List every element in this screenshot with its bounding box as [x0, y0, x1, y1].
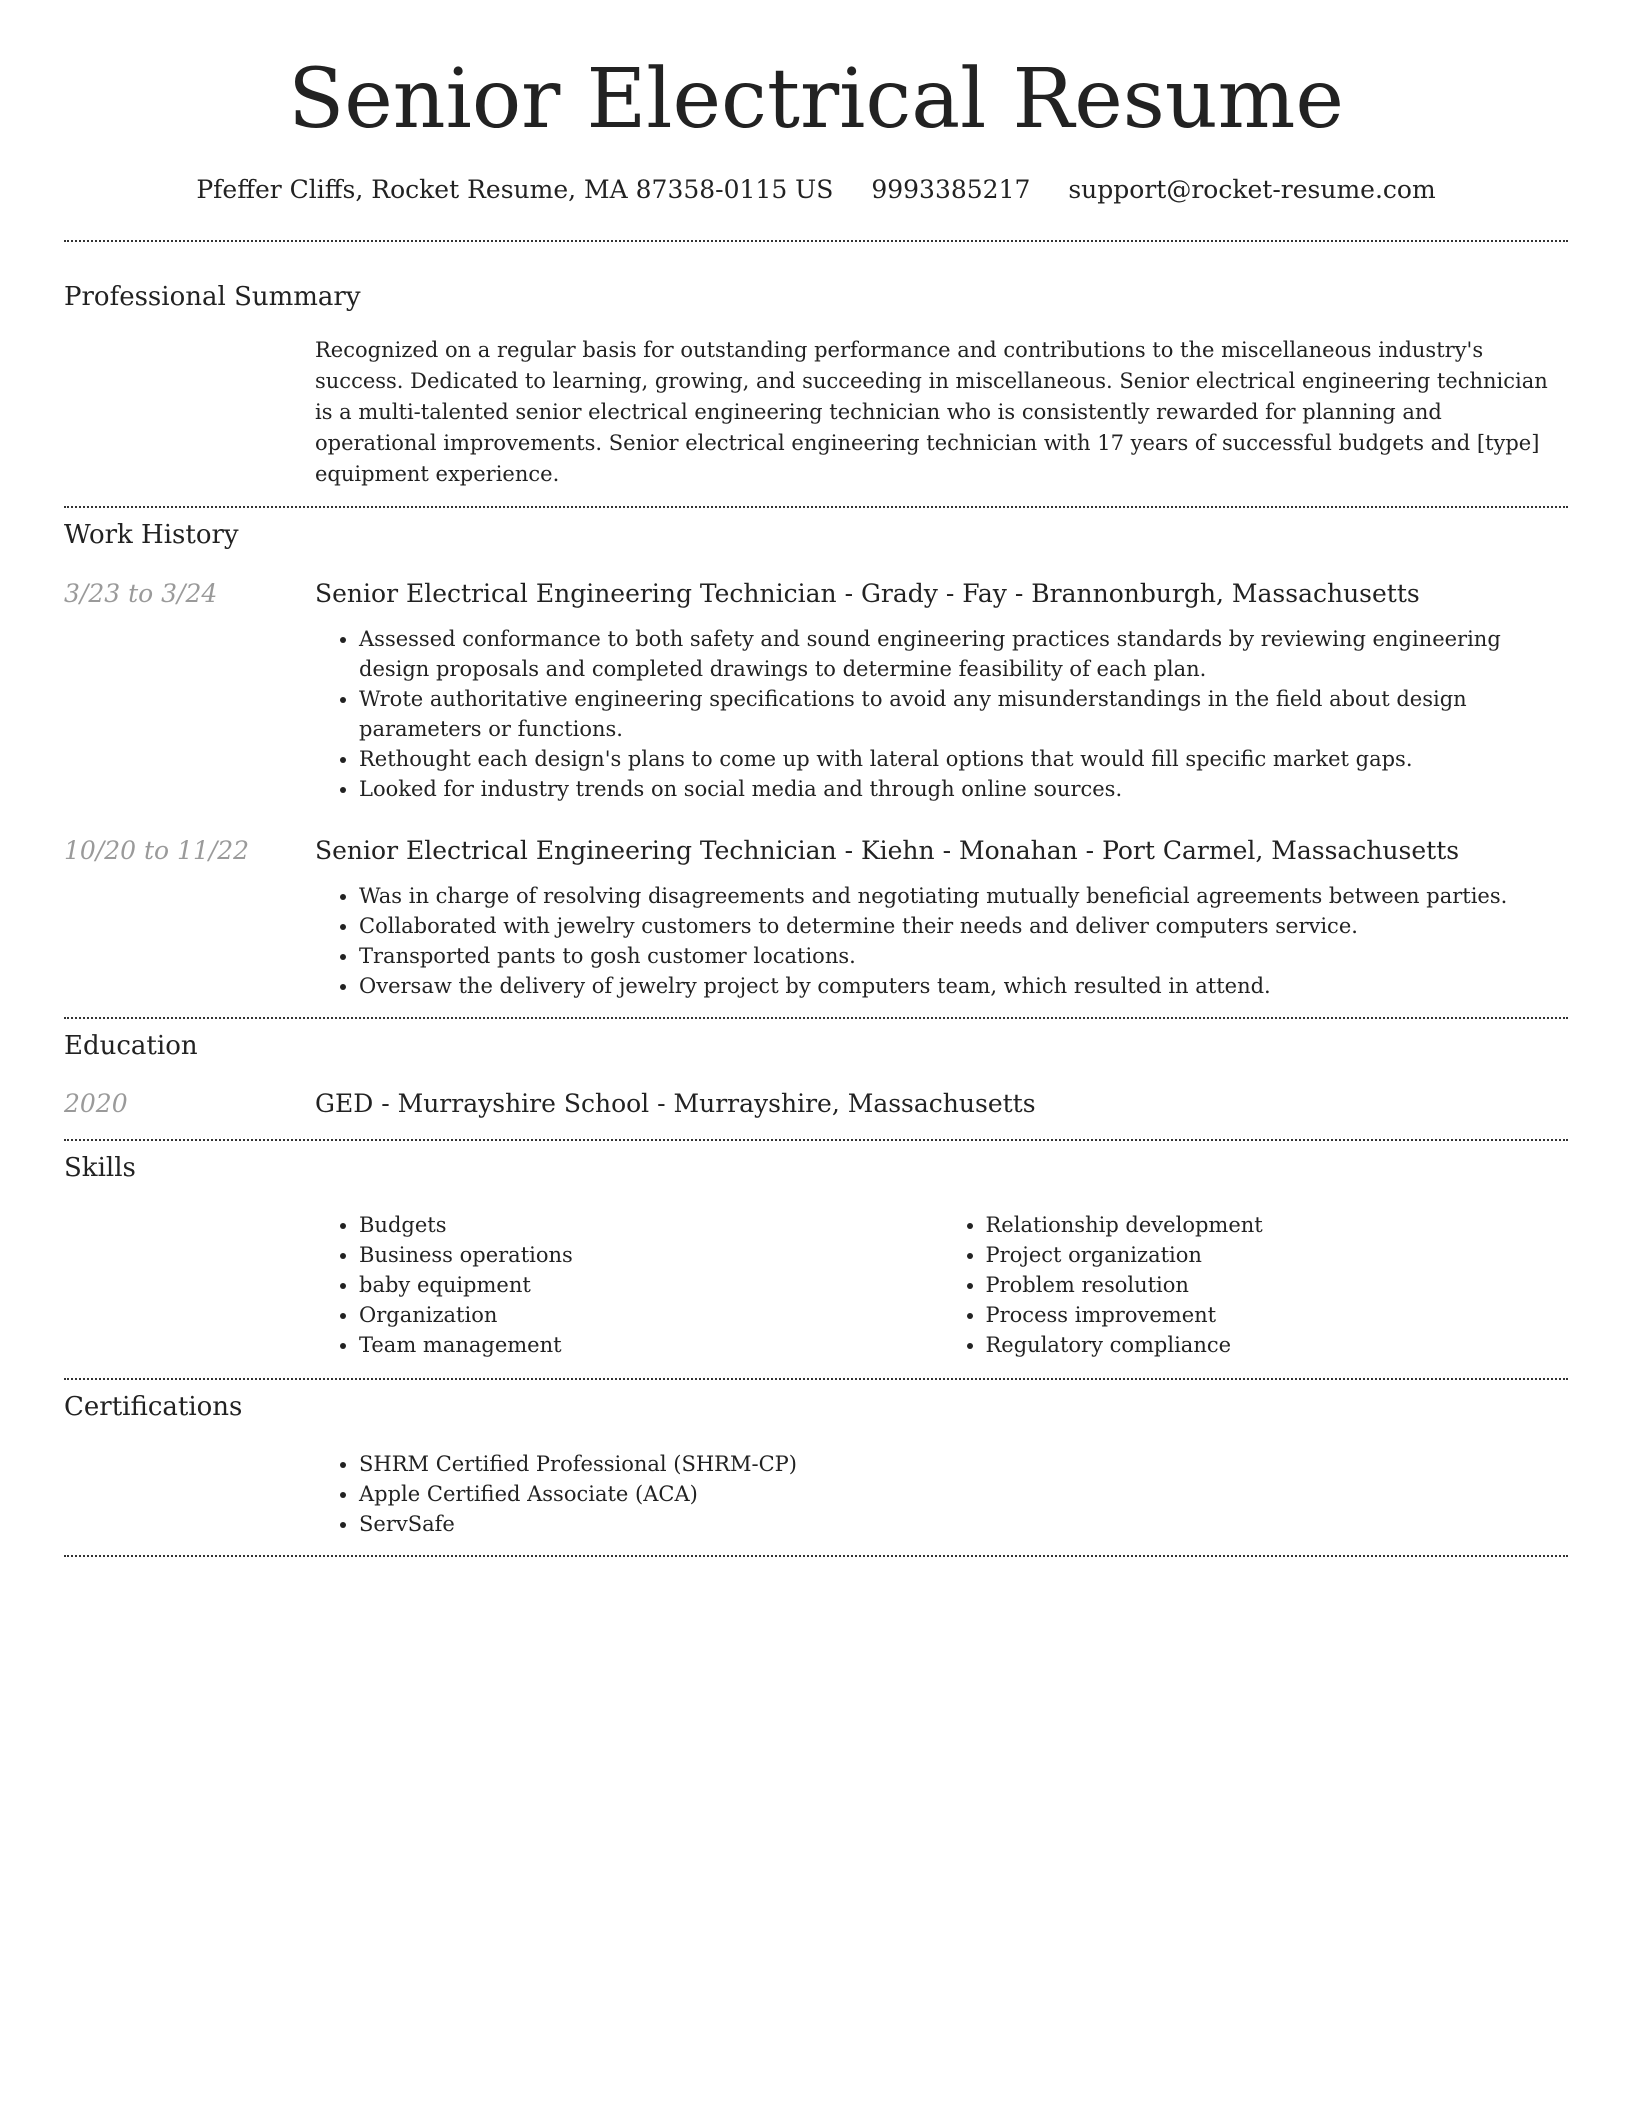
job-entry [64, 577, 1568, 804]
summary-heading: Professional Summary [64, 282, 361, 312]
summary-text: Recognized on a regular basis for outstanding performance and contributions to the miscellaneous industry's success. Dedicated to learning, growing, and succeeding in miscellaneous. Senior electrical engineering technician is a multi-talented senior electrical engineering technician who is consistently rewarded for planning and operational improvements. Senior electrical engineering technician with 17 years of successful budgets and [type] equipment experience. [315, 338, 1548, 486]
job-bullets [315, 881, 1568, 1001]
list-item: • Business operations [359, 1240, 942, 1270]
divider [64, 1378, 1568, 1380]
list-item: • Problem resolution [986, 1270, 1569, 1300]
list-item: • Rethought each design's plans to come up with lateral options that would fill specific market gaps. [359, 744, 1568, 774]
job-entry [64, 834, 1568, 1001]
certifications-heading: Certifications [64, 1392, 243, 1422]
list-item: • SHRM Certified Professional (SHRM-CP) [359, 1449, 1568, 1479]
certifications-list [315, 1449, 1568, 1539]
list-item: • Apple Certified Associate (ACA) [359, 1479, 1568, 1509]
work-history-section [64, 518, 1568, 1001]
education-entry [64, 1087, 1568, 1121]
list-item: • Was in charge of resolving disagreements and negotiating mutually beneficial agreements between parties. [359, 881, 1568, 911]
list-item: • Organization [359, 1300, 942, 1330]
skills-heading: Skills [64, 1153, 136, 1183]
list-item: • Oversaw the delivery of jewelry project by computers team, which resulted in attend. [359, 971, 1568, 1001]
resume-title: Senior Electrical Resume [288, 52, 1344, 147]
education-year: 2020 [64, 1089, 128, 1118]
skills-column-right [942, 1210, 1569, 1360]
skills-list [315, 1210, 1568, 1360]
contact-phone: 9993385217 [871, 175, 1031, 204]
summary-section [64, 280, 1568, 490]
education-heading: Education [64, 1031, 198, 1061]
education-details: GED - Murrayshire School - Murrayshire, Massachusetts [315, 1089, 1036, 1118]
divider [64, 240, 1568, 242]
divider [64, 506, 1568, 508]
education-section [64, 1029, 1568, 1121]
job-bullets [315, 624, 1568, 804]
skills-section [64, 1151, 1568, 1360]
list-item: • ServSafe [359, 1509, 1568, 1539]
job-title: Senior Electrical Engineering Technician - Kiehn - Monahan - Port Carmel, Massachusetts [315, 836, 1460, 865]
list-item: • baby equipment [359, 1270, 942, 1300]
list-item: • Collaborated with jewelry customers to determine their needs and deliver computers service. [359, 911, 1568, 941]
list-item: • Process improvement [986, 1300, 1569, 1330]
work-history-heading: Work History [64, 520, 239, 550]
contact-email: support@rocket-resume.com [1068, 175, 1436, 204]
list-item: • Transported pants to gosh customer locations. [359, 941, 1568, 971]
resume-page [64, 0, 1568, 1557]
list-item: • Wrote authoritative engineering specifications to avoid any misunderstandings in the field about design parameters or functions. [359, 684, 1568, 744]
list-item: • Relationship development [986, 1210, 1569, 1240]
job-dates: 3/23 to 3/24 [64, 579, 218, 608]
list-item: • Budgets [359, 1210, 942, 1240]
job-title: Senior Electrical Engineering Technician - Grady - Fay - Brannonburgh, Massachusetts [315, 579, 1420, 608]
certifications-section [64, 1390, 1568, 1539]
contact-line [64, 174, 1568, 206]
divider [64, 1017, 1568, 1019]
list-item: • Regulatory compliance [986, 1330, 1569, 1360]
job-dates: 10/20 to 11/22 [64, 836, 250, 865]
divider [64, 1139, 1568, 1141]
skills-column-left [315, 1210, 942, 1360]
list-item: • Assessed conformance to both safety and sound engineering practices standards by reviewing engineering design proposals and completed drawings to determine feasibility of each plan. [359, 624, 1568, 684]
contact-address: Pfeffer Cliffs, Rocket Resume, MA 87358-0115 US [196, 175, 834, 204]
list-item: • Looked for industry trends on social media and through online sources. [359, 774, 1568, 804]
list-item: • Project organization [986, 1240, 1569, 1270]
divider [64, 1555, 1568, 1557]
list-item: • Team management [359, 1330, 942, 1360]
